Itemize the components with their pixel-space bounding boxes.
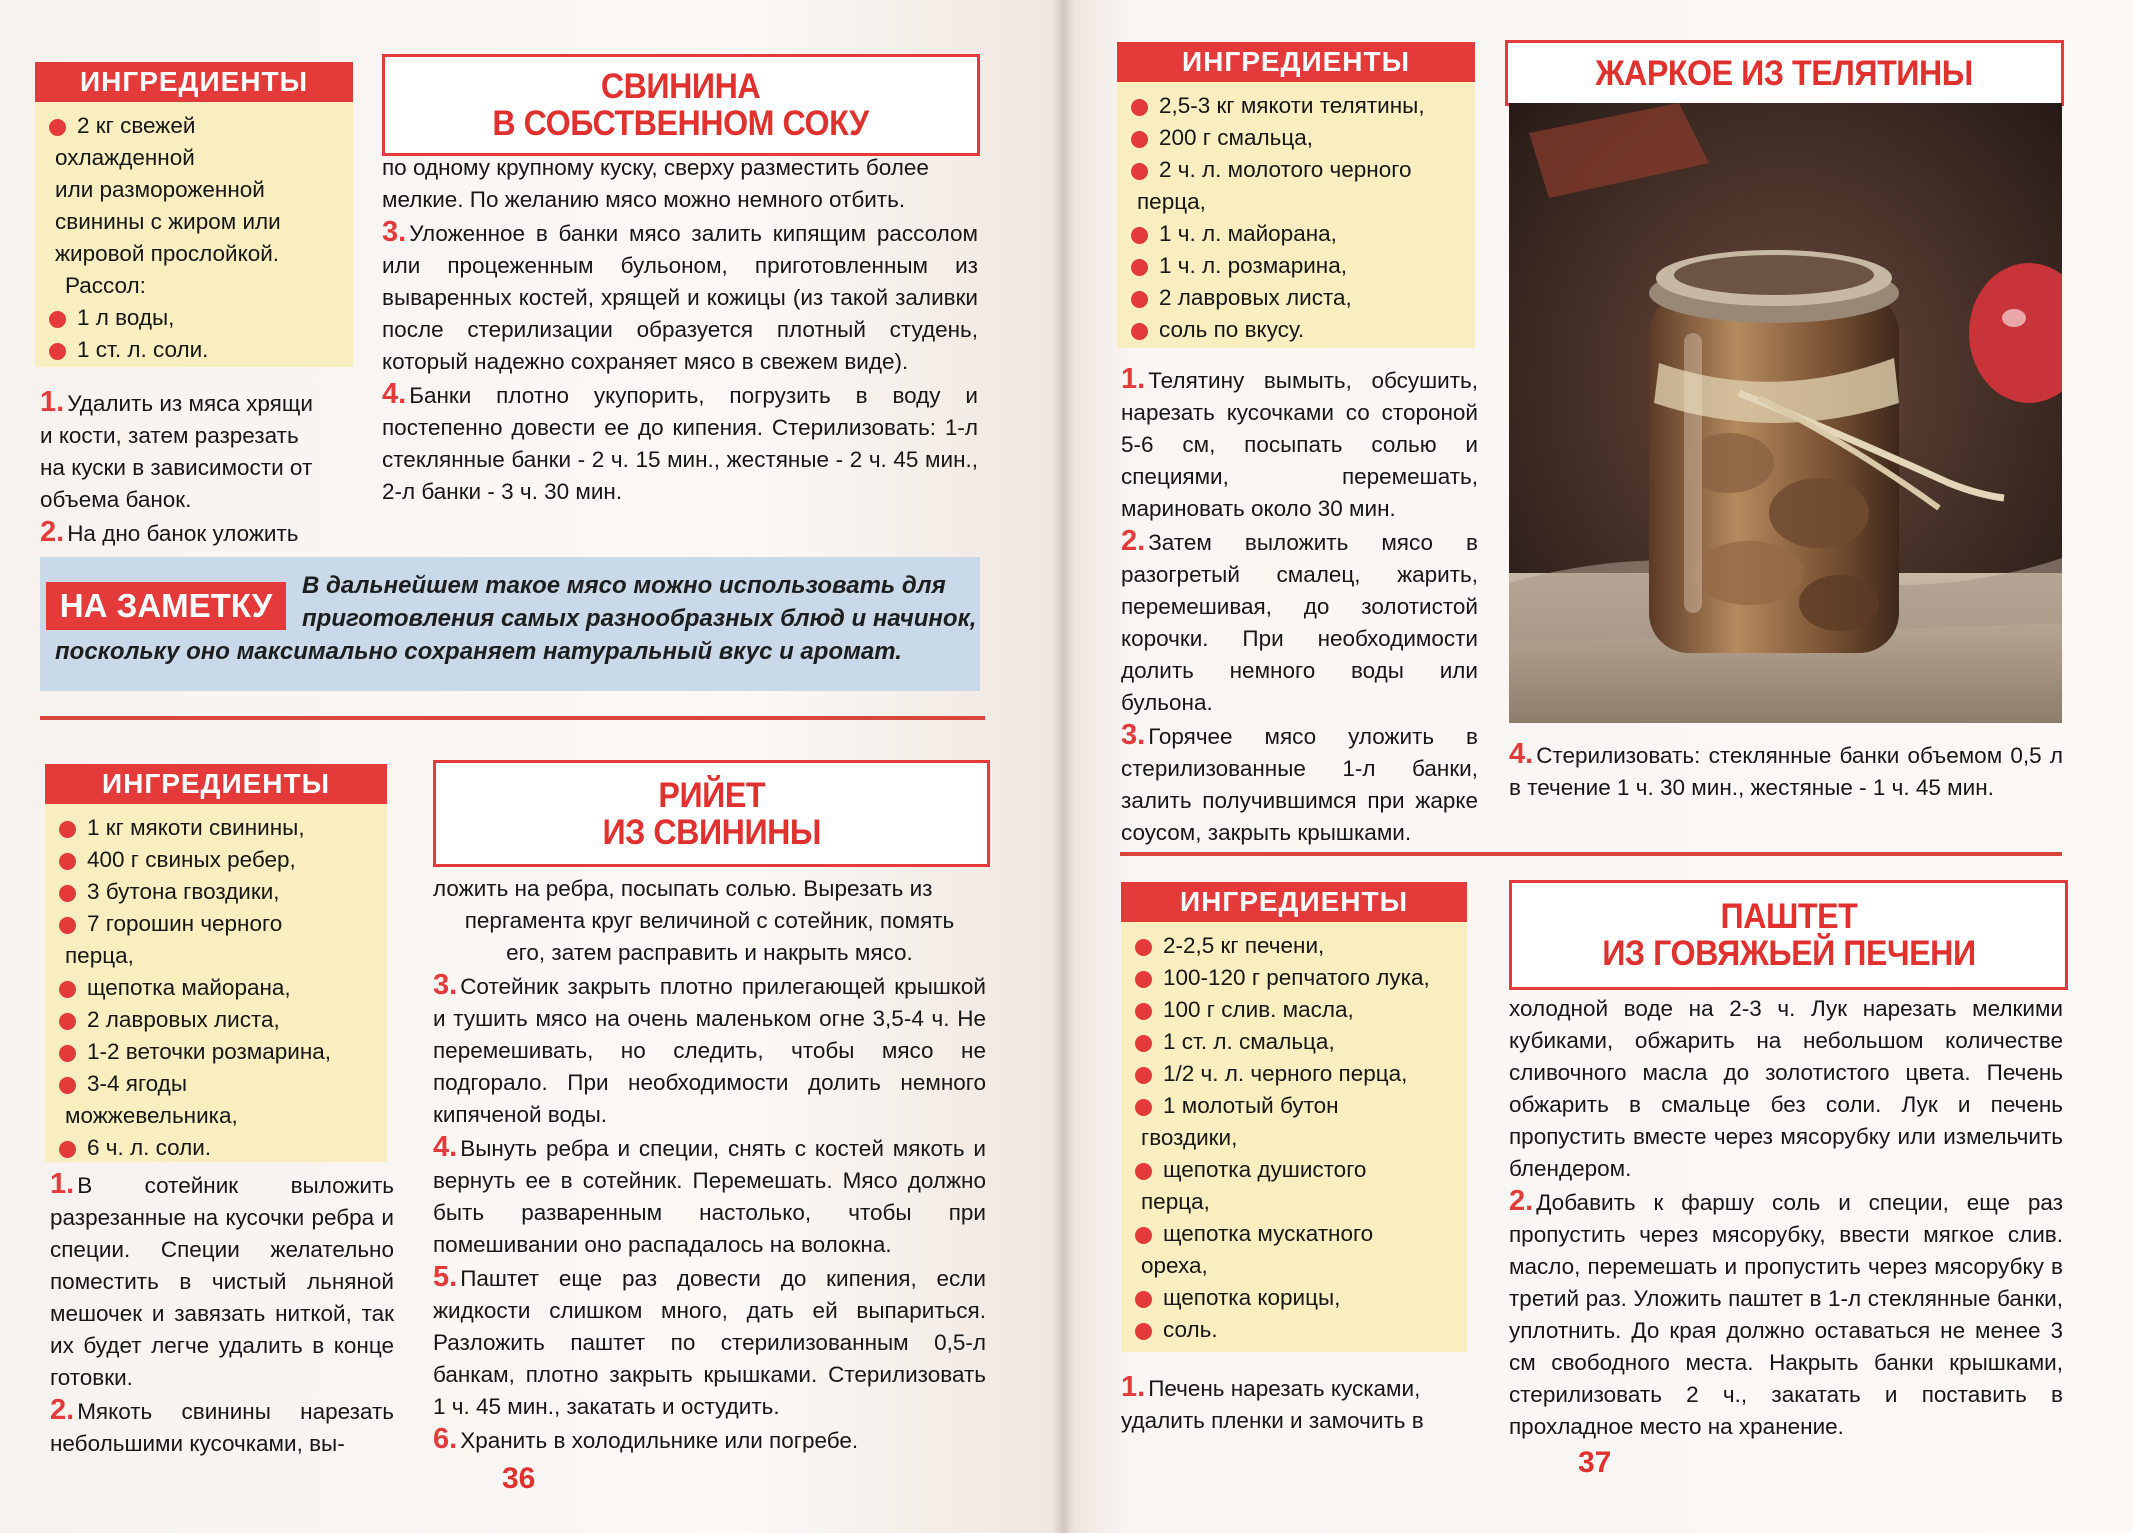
step-2-continued: мелкие. По желанию мясо можно немного отбить.	[382, 187, 906, 212]
bullet-icon	[1131, 259, 1148, 276]
bullet-icon	[1131, 131, 1148, 148]
bullet-icon	[59, 821, 76, 838]
bullet-icon	[1135, 1291, 1152, 1308]
ingredient-item: или размороженной	[55, 177, 265, 202]
ingredient-item: 2 лавровых листа,	[1129, 282, 1465, 314]
bullet-icon	[1131, 323, 1148, 340]
page-fold	[1052, 0, 1074, 1533]
step-3: 3. Сотейник закрыть плотно прилегающей крышкой и тушить мясо на очень маленьком огне 3,5-4 ч. Не перемешивать, но следить, чтобы мясо не подгорало. При необходимости долить немного кипяченой воды.	[433, 969, 986, 1127]
ingredient-item: 400 г свиных ребер,	[57, 844, 377, 876]
ingredients-list	[35, 102, 353, 376]
step-3: 3. Уложенное в банки мясо залить кипящим рассолом или процеженным бульоном, приготовленным из вываренных костей, хрящей и кожицы (из такой заливки после стерилизации образуется плотный студень, который надежно сохраняет мясо в свежем виде).	[382, 216, 978, 374]
ingredient-item: 1 ст. л. смальца,	[1133, 1026, 1457, 1058]
ingredient-item: Рассол:	[65, 273, 146, 298]
ingredient-item: 200 г смальца,	[1129, 122, 1465, 154]
ingredient-item: щепотка мускатного	[1133, 1218, 1457, 1250]
step-3: 3. Горячее мясо уложить в стерилизованные 1-л банки, залить получившимся при жарке соусом, закрыть крышками.	[1121, 719, 1478, 845]
ingredient-item: 3-4 ягоды	[57, 1068, 377, 1100]
bullet-icon	[1131, 99, 1148, 116]
ingredients-list	[1117, 82, 1475, 356]
step-1-line: удалить пленки и замочить в	[1121, 1408, 1424, 1433]
step-4: 4. Стерилизовать: стеклянные банки объемом 0,5 л в течение 1 ч. 30 мин., жестяные - 1 ч. 45 мин.	[1509, 738, 2063, 800]
ingredient-item: перца,	[1141, 1189, 1210, 1214]
section-divider	[40, 716, 985, 720]
ingredient-item: соль по вкусу.	[1129, 314, 1465, 346]
step-2-continued: пергамента круг величиной с сотейник, помять	[464, 908, 955, 933]
ingredient-item: охлажденной	[55, 145, 195, 170]
step-4: 4. Вынуть ребра и специи, снять с костей мякоть и вернуть ее в сотейник. Перемешать. Мясо должно быть разваренным настолько, чтобы при помешивании оно распадалось на волокна.	[433, 1131, 986, 1257]
ingredients-box-veal-roast	[1117, 42, 1475, 348]
bullet-icon	[59, 885, 76, 902]
bullet-icon	[49, 343, 66, 360]
ingredient-item: щепотка душистого	[1133, 1154, 1457, 1186]
step-4: 4. Банки плотно укупорить, погрузить в воду и постепенно довести ее до кипения. Стерилизовать: 1-л стеклянные банки - 2 ч. 15 мин., жестяные - 2 ч. 45 мин., 2-л банки - 3 ч. 30 мин.	[382, 378, 978, 504]
step-2-continued: его, затем расправить и накрыть мясо.	[506, 940, 913, 965]
ingredient-item: соль.	[1133, 1314, 1457, 1346]
note-text-line: приготовления самых разнообразных блюд и начинок,	[302, 605, 977, 632]
ingredient-item: 2 кг свежей	[47, 110, 343, 142]
bullet-icon	[1131, 291, 1148, 308]
step-2: 2. Добавить к фаршу соль и специи, еще раз пропустить через мясорубку, ввести мягкое слив. масло, перемешать и пропустить через мясорубку в третий раз. Уложить паштет в 1-л стеклянные банки, уплотнить. До края должно оставаться не менее 3 см свободного места. Накрыть банки крышками, стерилизовать 2 ч., закатать и поставить в прохладное место на хранение.	[1509, 1185, 2063, 1439]
step-2-continued: по одному крупному куску, сверху разместить более	[382, 155, 929, 180]
step-2: 2. Мякоть свинины нарезать небольшими кусочками, вы-	[50, 1394, 394, 1456]
page-number: 36	[502, 1462, 536, 1495]
note-text-line: В дальнейшем такое мясо можно использовать для	[302, 572, 946, 599]
bullet-icon	[49, 119, 66, 136]
bullet-icon	[1135, 971, 1152, 988]
recipe-title-veal-roast: ЖАРКОЕ ИЗ ТЕЛЯТИНЫ	[1505, 40, 2064, 106]
recipe-title-liver-pate: ПАШТЕТ ИЗ ГОВЯЖЬЕЙ ПЕЧЕНИ	[1509, 880, 2068, 990]
step-1: 1. Удалить из мяса хрящи	[40, 386, 313, 418]
recipe-title-pork-own-juice: СВИНИНА В СОБСТВЕННОМ СОКУ	[382, 54, 980, 156]
ingredient-item: можжевельника,	[65, 1103, 238, 1128]
ingredient-item: 3 бутона гвоздики,	[57, 876, 377, 908]
note-text-line: поскольку оно максимально сохраняет натуральный вкус и аромат.	[55, 638, 902, 665]
ingredient-item: 100 г слив. масла,	[1133, 994, 1457, 1026]
step-1-line: объема банок.	[40, 487, 192, 512]
ingredient-item: 2 лавровых листа,	[57, 1004, 377, 1036]
step-1-line: на куски в зависимости от	[40, 455, 313, 480]
bullet-icon	[1135, 1163, 1152, 1180]
ingredient-item: 1 ст. л. соли.	[47, 334, 343, 366]
bullet-icon	[1135, 1067, 1152, 1084]
steps-veal-left-col	[1121, 363, 1478, 849]
bullet-icon	[59, 981, 76, 998]
step-1: 1. Печень нарезать кусками,	[1121, 1371, 1421, 1403]
step-1: 1. Телятину вымыть, обсушить, нарезать кусочками со стороной 5-6 см, посыпать солью и специями, перемешать, мариновать около 30 мин.	[1121, 363, 1478, 521]
bullet-icon	[1135, 1035, 1152, 1052]
ingredient-item: щепотка майорана,	[57, 972, 377, 1004]
step-5: 5. Паштет еще раз довести до кипения, если жидкости слишком много, дать ей выпариться. Разложить паштет по стерилизованным 0,5-л банкам, плотно закрыть крышками. Стерилизовать 1 ч. 45 мин., закатать и остудить.	[433, 1261, 986, 1419]
step-2-continued: ложить на ребра, посыпать солью. Вырезать из	[433, 876, 933, 901]
section-divider	[1120, 852, 2062, 856]
steps-pate-right-col	[1509, 993, 2063, 1443]
ingredient-item: щепотка корицы,	[1133, 1282, 1457, 1314]
steps-pate-left-col	[1121, 1371, 1473, 1437]
steps-pork-right-col	[382, 152, 978, 508]
steps-pork-left-col	[40, 386, 355, 550]
step-1: 1. В сотейник выложить разрезанные на кусочки ребра и специи. Специи желательно поместить в чистый льняной мешочек и завязать ниткой, так их будет легче удалить в конце готовки.	[50, 1168, 394, 1390]
ingredient-item: 1/2 ч. л. черного перца,	[1133, 1058, 1457, 1090]
bullet-icon	[1135, 1227, 1152, 1244]
bullet-icon	[1135, 939, 1152, 956]
ingredients-heading: ИНГРЕДИЕНТЫ	[35, 62, 353, 102]
ingredient-item: 1 молотый бутон	[1133, 1090, 1457, 1122]
ingredient-item: 2-2,5 кг печени,	[1133, 930, 1457, 962]
step-1-line: и кости, затем разрезать	[40, 423, 299, 448]
bullet-icon	[1135, 1099, 1152, 1116]
ingredient-item: 100-120 г репчатого лука,	[1133, 962, 1457, 994]
left-page	[0, 0, 1063, 1533]
ingredient-item: 2,5-3 кг мякоти телятины,	[1129, 90, 1465, 122]
steps-rillettes-right-col	[433, 873, 986, 1457]
bullet-icon	[59, 853, 76, 870]
steps-veal-right-col	[1509, 738, 2063, 804]
ingredients-heading: ИНГРЕДИЕНТЫ	[1117, 42, 1475, 82]
bullet-icon	[59, 1013, 76, 1030]
ingredient-item: свинины с жиром или	[55, 209, 281, 234]
bullet-icon	[59, 1141, 76, 1158]
page-number: 37	[1578, 1446, 1612, 1479]
step-2: 2. На дно банок уложить	[40, 516, 299, 548]
bullet-icon	[59, 1045, 76, 1062]
canned-meat-jar-image	[1509, 103, 2062, 723]
step-2: 2. Затем выложить мясо в разогретый смалец, жарить, перемешивая, до золотистой корочки. При необходимости долить немного воды или бульона.	[1121, 525, 1478, 715]
ingredient-item: перца,	[65, 943, 134, 968]
ingredient-item: 7 горошин черного	[57, 908, 377, 940]
bullet-icon	[1135, 1323, 1152, 1340]
ingredients-box-pork-own-juice	[35, 62, 353, 367]
ingredient-item: 1 ч. л. майорана,	[1129, 218, 1465, 250]
bullet-icon	[1135, 1003, 1152, 1020]
bullet-icon	[49, 311, 66, 328]
ingredient-item: гвоздики,	[1141, 1125, 1238, 1150]
ingredient-item: 6 ч. л. соли.	[57, 1132, 377, 1164]
steps-rillettes-left-col	[50, 1168, 394, 1460]
ingredients-list	[1121, 922, 1467, 1356]
recipe-title-rillettes: РИЙЕТ ИЗ СВИНИНЫ	[433, 760, 990, 867]
step-6: 6. Хранить в холодильнике или погребе.	[433, 1423, 859, 1455]
step-1-continued: холодной воде на 2-3 ч. Лук нарезать мелкими кубиками, обжарить на небольшом количестве сливочного масла до золотистого цвета. Печень обжарить в смальце без соли. Лук и печень пропустить вместе через мясорубку или измельчить блендером.	[1509, 996, 2063, 1181]
jar-photo	[1509, 103, 2062, 723]
ingredient-item: 1-2 веточки розмарина,	[57, 1036, 377, 1068]
bullet-icon	[59, 917, 76, 934]
bullet-icon	[59, 1077, 76, 1094]
ingredient-item: 2 ч. л. молотого черного	[1129, 154, 1465, 186]
ingredients-list	[45, 804, 387, 1174]
ingredient-item: 1 кг мякоти свинины,	[57, 812, 377, 844]
bullet-icon	[1131, 227, 1148, 244]
ingredient-item: жировой прослойкой.	[55, 241, 280, 266]
ingredient-item: 1 л воды,	[47, 302, 343, 334]
ingredient-item: 1 ч. л. розмарина,	[1129, 250, 1465, 282]
ingredients-heading: ИНГРЕДИЕНТЫ	[1121, 882, 1467, 922]
ingredients-heading: ИНГРЕДИЕНТЫ	[45, 764, 387, 804]
ingredients-box-rillettes	[45, 764, 387, 1162]
ingredients-box-liver-pate	[1121, 882, 1467, 1352]
note-label: НА ЗАМЕТКУ	[46, 582, 286, 630]
ingredient-item: ореха,	[1141, 1253, 1208, 1278]
bullet-icon	[1131, 163, 1148, 180]
ingredient-item: перца,	[1137, 189, 1206, 214]
